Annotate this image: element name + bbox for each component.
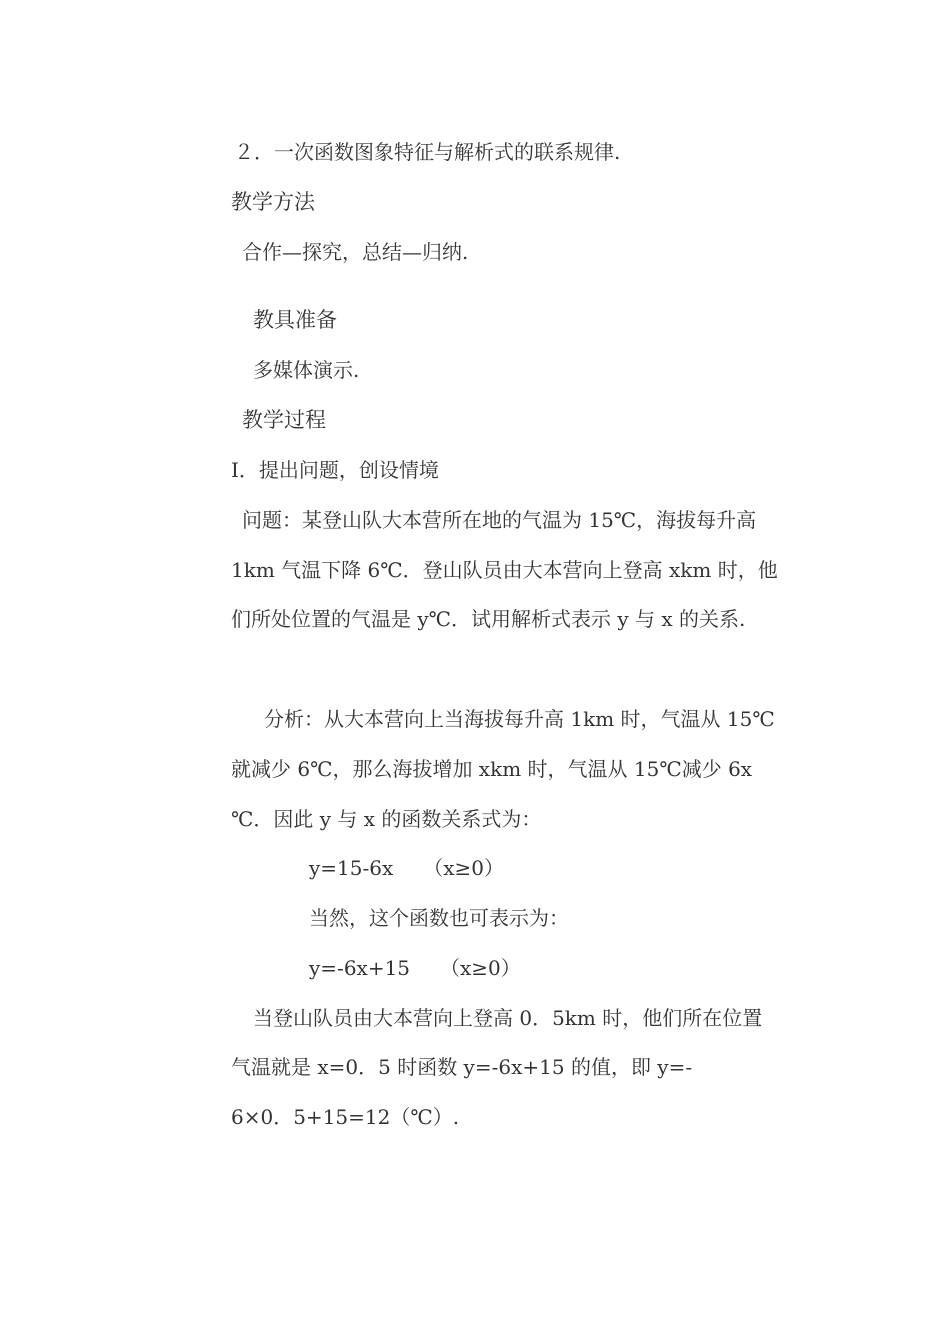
problem-paragraph-line-2: 1km 气温下降 6℃．登山队员由大本营向上登高 xkm 时，他 bbox=[231, 558, 778, 582]
problem-paragraph-line-3: 们所处位置的气温是 y℃．试用解析式表示 y 与 x 的关系. bbox=[231, 607, 746, 631]
formula-1: y=15-6x （x≥0） bbox=[309, 856, 505, 880]
problem-paragraph-line-1: 问题：某登山队大本营所在地的气温为 15℃，海拔每升高 bbox=[242, 508, 757, 532]
example-paragraph-line-1: 当登山队员由大本营向上登高 0．5km 时，他们所在位置 bbox=[253, 1006, 763, 1030]
section-1-title: Ⅰ．提出问题，创设情境 bbox=[231, 458, 439, 482]
teaching-method-heading: 教学方法 bbox=[231, 190, 315, 214]
teaching-point-2: ２．一次函数图象特征与解析式的联系规律. bbox=[234, 140, 621, 164]
teaching-method-text: 合作—探究，总结—归纳. bbox=[242, 240, 469, 264]
analysis-paragraph-line-2: 就减少 6℃，那么海拔增加 xkm 时，气温从 15℃减少 6x bbox=[231, 757, 753, 781]
teaching-tools-heading: 教具准备 bbox=[253, 308, 337, 332]
teaching-tools-text: 多媒体演示. bbox=[253, 358, 360, 382]
teaching-process-heading: 教学过程 bbox=[242, 408, 326, 432]
formula-2: y=-6x+15 （x≥0） bbox=[309, 956, 521, 980]
example-paragraph-line-3: 6×0．5+15=12（℃）. bbox=[231, 1105, 460, 1129]
example-paragraph-line-2: 气温就是 x=0．5 时函数 y=-6x+15 的值，即 y=- bbox=[231, 1055, 693, 1079]
analysis-paragraph-line-3: ℃．因此 y 与 x 的函数关系式为： bbox=[231, 807, 542, 831]
alternative-form-text: 当然，这个函数也可表示为： bbox=[309, 906, 569, 930]
analysis-paragraph-line-1: 分析：从大本营向上当海拔每升高 1km 时，气温从 15℃ bbox=[264, 707, 775, 731]
